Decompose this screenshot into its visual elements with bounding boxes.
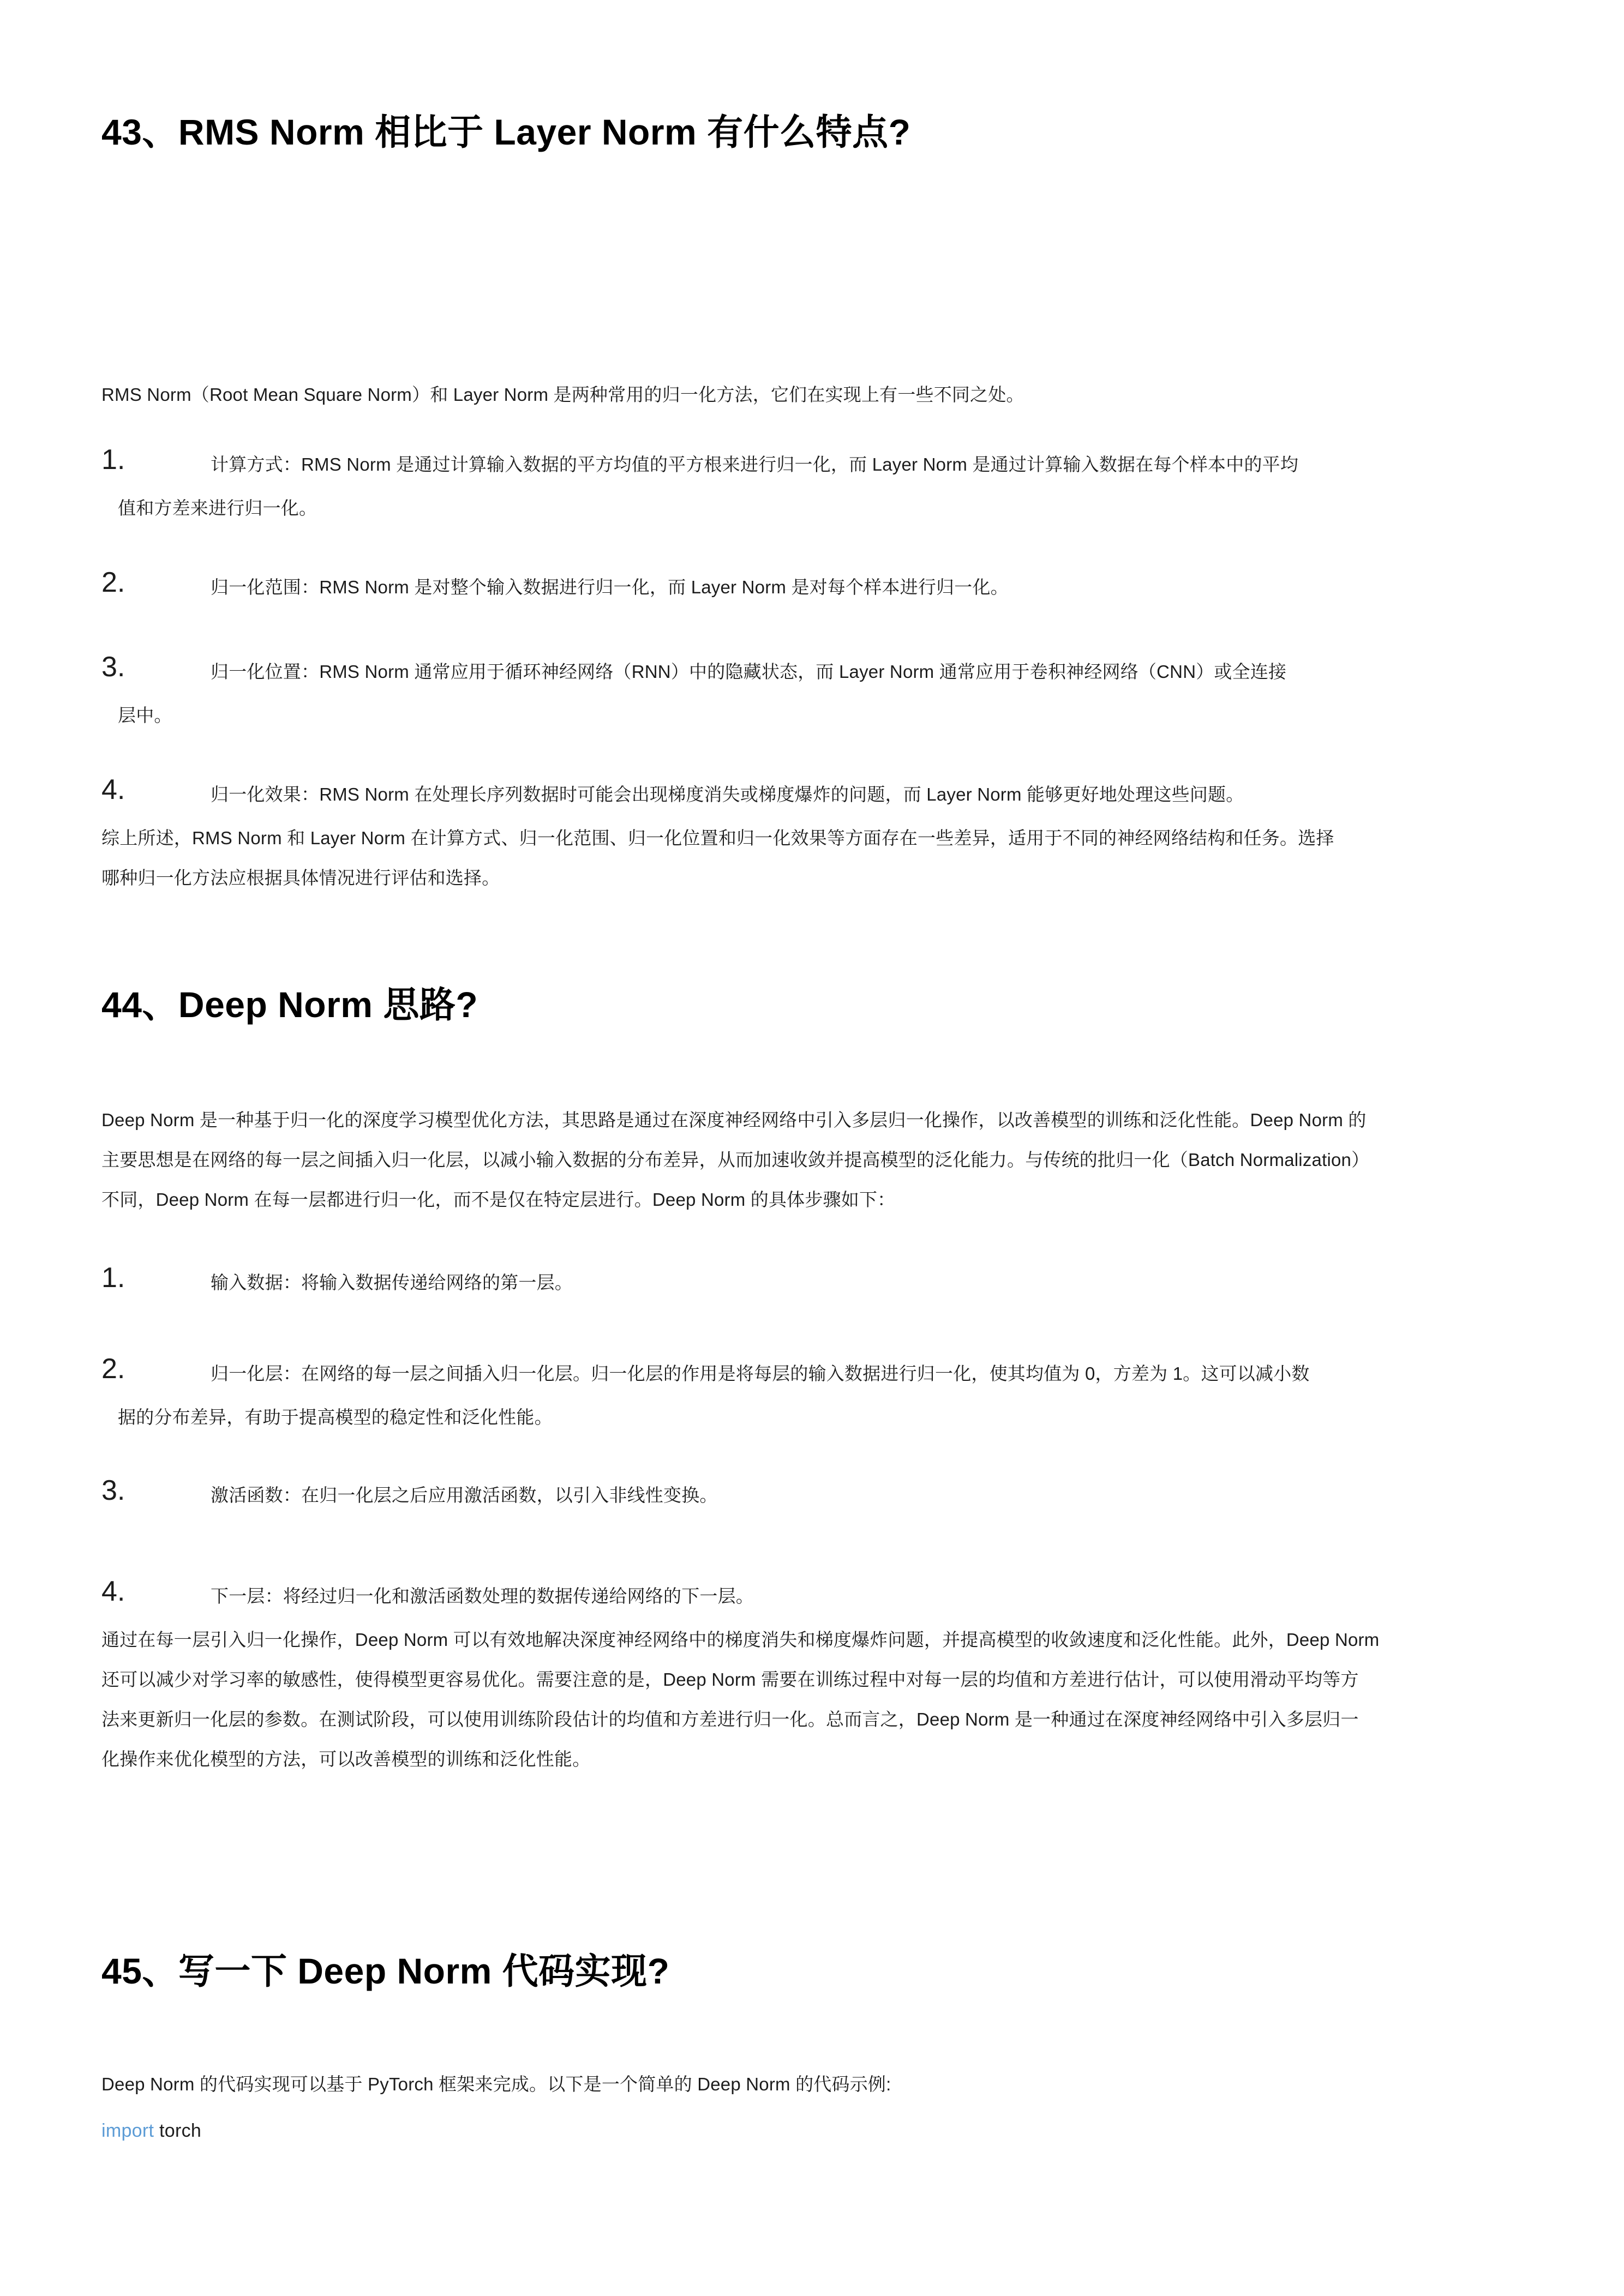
list-item bbox=[101, 774, 1520, 812]
list-item-number: 3. bbox=[101, 651, 125, 683]
list-item bbox=[101, 444, 1520, 482]
section-heading-q44 bbox=[101, 982, 478, 1027]
list-item-text: 归一化效果：RMS Norm 在处理长序列数据时可能会出现梯度消失或梯度爆炸的问题，而 Layer Norm 能够更好地处理这些问题。 bbox=[211, 784, 1244, 804]
list-item-continuation: 据的分布差异，有助于提高模型的稳定性和泛化性能。 bbox=[118, 1407, 553, 1427]
paragraph-q44-intro-line1: Deep Norm 是一种基于归一化的深度学习模型优化方法，其思路是通过在深度神经网络中引入多层归一化操作，以改善模型的训练和泛化性能。Deep Norm 的 bbox=[101, 1110, 1367, 1130]
list-item bbox=[101, 1353, 1520, 1391]
list-item-number: 1. bbox=[101, 444, 125, 476]
list-item-number: 4. bbox=[101, 1576, 125, 1607]
paragraph-q43-outro-line1: 综上所述，RMS Norm 和 Layer Norm 在计算方式、归一化范围、归一化位置和归一化效果等方面存在一些差异，适用于不同的神经网络结构和任务。选择 bbox=[101, 828, 1334, 848]
list-item-text: 输入数据：将输入数据传递给网络的第一层。 bbox=[211, 1272, 573, 1293]
list-item bbox=[101, 651, 1520, 689]
section-heading-q45 bbox=[101, 1948, 669, 1994]
list-item bbox=[101, 1475, 1520, 1513]
list-item-number: 2. bbox=[101, 567, 125, 598]
paragraph-q43-outro-line2: 哪种归一化方法应根据具体情况进行评估和选择。 bbox=[101, 868, 500, 888]
list-item-number: 4. bbox=[101, 774, 125, 806]
section-heading-q43 bbox=[101, 109, 910, 155]
list-item bbox=[101, 567, 1520, 605]
list-item bbox=[101, 1262, 1520, 1300]
list-item-continuation: 层中。 bbox=[118, 705, 172, 725]
list-item-number: 1. bbox=[101, 1262, 125, 1294]
code-identifier bbox=[154, 2120, 159, 2141]
list-item-number: 3. bbox=[101, 1475, 125, 1506]
list-item-text: 归一化位置：RMS Norm 通常应用于循环神经网络（RNN）中的隐藏状态，而 Layer Norm 通常应用于卷积神经网络（CNN）或全连接 bbox=[211, 662, 1287, 682]
paragraph-q44-intro-line2: 主要思想是在网络的每一层之间插入归一化层，以减小输入数据的分布差异，从而加速收敛并提高模型的泛化能力。与传统的批归一化（Batch Normalization） bbox=[101, 1150, 1370, 1170]
list-item-number: 2. bbox=[101, 1353, 125, 1385]
paragraph-q44-outro-line4: 化操作来优化模型的方法，可以改善模型的训练和泛化性能。 bbox=[101, 1749, 591, 1769]
paragraph-q44-outro-line3: 法来更新归一化层的参数。在测试阶段，可以使用训练阶段估计的均值和方差进行归一化。总而言之，Deep Norm 是一种通过在深度神经网络中引入多层归一 bbox=[101, 1709, 1359, 1729]
paragraph-q44-outro-line2: 还可以减少对学习率的敏感性，使得模型更容易优化。需要注意的是，Deep Norm 需要在训练过程中对每一层的均值和方差进行估计，可以使用滑动平均等方 bbox=[101, 1669, 1359, 1690]
paragraph-q45-intro: Deep Norm 的代码实现可以基于 PyTorch 框架来完成。以下是一个简单的 Deep Norm 的代码示例: bbox=[101, 2074, 891, 2094]
list-item-text: 下一层：将经过归一化和激活函数处理的数据传递给网络的下一层。 bbox=[211, 1586, 754, 1606]
page-title-q45: 45、写一下 Deep Norm 代码实现? bbox=[101, 1951, 670, 1991]
list-item-text: 计算方式：RMS Norm 是通过计算输入数据的平方均值的平方根来进行归一化，而 Layer Norm 是通过计算输入数据在每个样本中的平均 bbox=[211, 454, 1299, 474]
list-item-continuation: 值和方差来进行归一化。 bbox=[118, 498, 317, 518]
code-module-name: torch bbox=[159, 2120, 202, 2141]
page-title-q43: 43、RMS Norm 相比于 Layer Norm 有什么特点? bbox=[101, 112, 911, 152]
list-item-text: 归一化层：在网络的每一层之间插入归一化层。归一化层的作用是将每层的输入数据进行归一化，使其均值为 0，方差为 1。这可以减小数 bbox=[211, 1363, 1310, 1384]
paragraph-q44-outro-line1: 通过在每一层引入归一化操作，Deep Norm 可以有效地解决深度神经网络中的梯度消失和梯度爆炸问题，并提高模型的收敛速度和泛化性能。此外，Deep Norm bbox=[101, 1630, 1380, 1650]
list-item bbox=[101, 1576, 1520, 1614]
paragraph-q44-intro-line3: 不同，Deep Norm 在每一层都进行归一化，而不是仅在特定层进行。Deep Norm 的具体步骤如下： bbox=[101, 1189, 896, 1210]
code-block-import bbox=[101, 2116, 201, 2145]
paragraph-q43-intro: RMS Norm（Root Mean Square Norm）和 Layer Norm 是两种常用的归一化方法，它们在实现上有一些不同之处。 bbox=[101, 384, 1024, 405]
list-item-text: 激活函数：在归一化层之后应用激活函数，以引入非线性变换。 bbox=[211, 1485, 718, 1505]
list-item-text: 归一化范围：RMS Norm 是对整个输入数据进行归一化，而 Layer Norm 是对每个样本进行归一化。 bbox=[211, 577, 1009, 597]
page-title-q44: 44、Deep Norm 思路? bbox=[101, 984, 478, 1025]
code-keyword: import bbox=[101, 2120, 154, 2141]
